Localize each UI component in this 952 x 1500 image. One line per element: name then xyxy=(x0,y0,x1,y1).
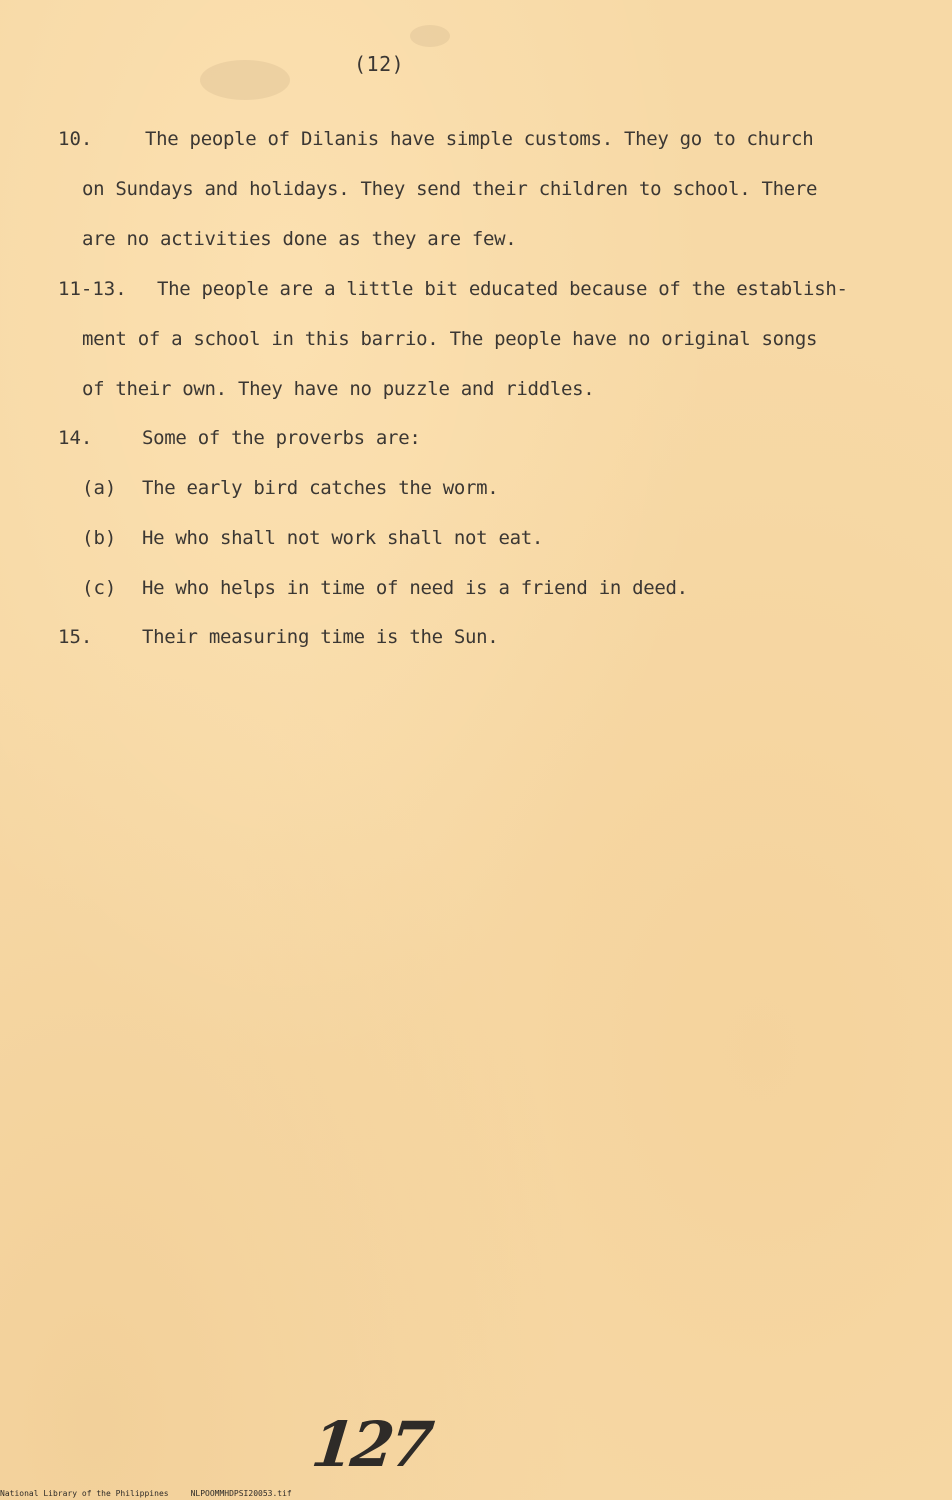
paper-smudge xyxy=(200,60,290,100)
text-line: are no activities done as they are few. xyxy=(82,228,517,250)
library-name: National Library of the Philippines xyxy=(0,1489,169,1498)
stamped-page-number: 127 xyxy=(308,1408,434,1481)
proverb-label: (b) xyxy=(82,527,117,549)
item-number: 11-13. xyxy=(58,278,127,300)
text-line: Some of the proverbs are: xyxy=(142,427,421,449)
text-line: The people of Dilanis have simple customs. They go to church xyxy=(145,128,814,150)
item-number: 14. xyxy=(58,427,93,449)
proverb-text: He who helps in time of need is a friend in deed. xyxy=(142,577,688,599)
file-id: NLPOOMMHDPSI20053.tif xyxy=(190,1489,292,1498)
paper-smudge xyxy=(410,25,450,47)
proverb-label: (c) xyxy=(82,577,117,599)
text-line: on Sundays and holidays. They send their children to school. There xyxy=(82,178,818,200)
page-number: (12) xyxy=(354,52,405,76)
proverb-text: The early bird catches the worm. xyxy=(142,477,499,499)
scan-footer xyxy=(0,1489,314,1498)
proverb-text: He who shall not work shall not eat. xyxy=(142,527,544,549)
text-line: The people are a little bit educated because of the establish- xyxy=(157,278,848,300)
item-number: 15. xyxy=(58,626,93,648)
text-line: Their measuring time is the Sun. xyxy=(142,626,499,648)
item-number: 10. xyxy=(58,128,93,150)
proverb-label: (a) xyxy=(82,477,117,499)
text-line: of their own. They have no puzzle and riddles. xyxy=(82,378,595,400)
text-line: ment of a school in this barrio. The people have no original songs xyxy=(82,328,818,350)
